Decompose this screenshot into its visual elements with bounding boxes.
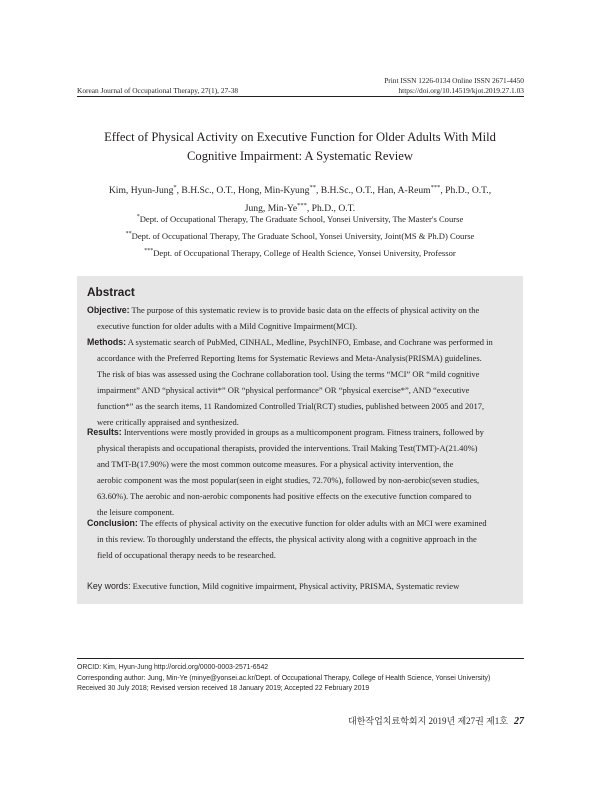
results-text-4: aerobic component was the most popular(seen in eight studies, 72.70%), followed by non-aerobic(seven studies, [97,475,480,486]
author-degree: , B.H.Sc., O.T., [315,185,378,197]
abstract-results [87,424,515,521]
abstract-objective [87,302,515,334]
authors-line-1 [60,180,540,198]
methods-text-4: impairment” AND “physical activit*” OR “physical performance” OR “physical exercise*”, AND “executive [97,385,470,396]
results-text-5: 63.60%). The aerobic and non-aerobic components had positive effects on the executive function compared to [97,491,472,502]
methods-text-5: function*” as the search items, 11 Randomized Controlled Trial(RCT) studies, published between 2005 and 2017, [97,401,485,412]
author-mark: ** [309,184,316,191]
keywords-label: Key words: [87,581,131,591]
footnote-divider [77,658,524,659]
title-line-1: Effect of Physical Activity on Executive Function for Older Adults With Mild [104,130,496,144]
methods-text-1: A systematic search of PubMed, CINHAL, Medline, PsychINFO, Embase, and Cochrane was performed in [126,337,493,347]
conclusion-label: Conclusion: [87,518,138,528]
page-number: 27 [514,716,524,727]
header-issn-doi [384,76,524,96]
author-name: Han, A-Reum [377,185,431,197]
author-degree: , Ph.D., O.T., [440,185,492,197]
orcid-note: ORCID: Kim, Hyun-Jung http://orcid.org/0000-0003-2571-6542 [77,664,269,671]
page-footer [348,714,524,727]
affiliation-1 [60,211,540,225]
abstract-box [77,276,523,604]
abstract-heading: Abstract [87,285,135,299]
affiliation-text: Dept. of Occupational Therapy, The Graduate School, Yonsei University, Joint(MS & Ph.D) Course [131,230,475,241]
journal-korean-name: 대한작업치료학회지 2019년 제27권 제1호 [348,716,508,726]
conclusion-text-3: field of occupational therapy needs to be researched. [97,550,276,561]
results-text-3: and TMT-B(17.90%) were the most common outcome measures. For a physical activity intervention, the [97,459,454,470]
issn-text: Print ISSN 1226-0134 Online ISSN 2671-4450 [384,76,524,85]
header-divider [77,96,524,97]
author-mark: *** [430,184,441,191]
journal-citation: Korean Journal of Occupational Therapy, 27(1), 27-38 [77,86,239,95]
author-mark: * [173,184,177,191]
results-text-6: the leisure component. [97,507,175,518]
author-name: Hong, Min-Kyung [238,185,310,197]
author-degree: , Ph.D., O.T. [306,203,356,215]
affiliation-mark: * [136,214,140,220]
affiliation-text: Dept. of Occupational Therapy, College of Health Science, Yonsei University, Professor [153,247,456,258]
methods-text-6: were critically appraised and synthesized. [97,417,239,428]
methods-label: Methods: [87,337,127,347]
affiliation-3 [60,245,540,259]
results-text-2: physical therapists and occupational therapists, provided the interventions. Trail Making Test(TMT)-A(21.40%) [97,443,478,454]
conclusion-text-2: in this review. To thoroughly understand the effects, the physical activity along with a cognitive approach in the [97,534,477,545]
abstract-methods [87,334,515,431]
affiliation-2 [60,228,540,242]
objective-text-2: executive function for older adults with a Mild Cognitive Impairment(MCI). [97,321,358,332]
results-text-1: Interventions were mostly provided in groups as a multicomponent program. Fitness trainers, followed by [121,427,484,437]
methods-text-3: The risk of bias was assessed using the Cochrane collaboration tool. Using the terms “MCI” OR “mild cognitive [97,369,480,380]
affiliation-mark: *** [144,248,154,254]
objective-label: Objective: [87,305,130,315]
affiliation-mark: ** [125,231,132,237]
author-name: Jung, Min-Ye [244,203,298,215]
keywords-text: Executive function, Mild cognitive impairment, Physical activity, PRISMA, Systematic review [130,581,460,591]
doi-link[interactable]: https://doi.org/10.14519/kjot.2019.27.1.03 [398,86,524,95]
abstract-conclusion [87,515,515,563]
footnotes [77,663,490,695]
author-degree: , B.H.Sc., O.T., [176,185,239,197]
abstract-keywords [87,581,515,591]
paper-title [60,128,540,166]
results-label: Results: [87,427,122,437]
title-line-2: Cognitive Impairment: A Systematic Review [187,149,413,163]
author-name: Kim, Hyun-Jung [108,185,174,197]
received-dates-note: Received 30 July 2018; Revised version received 18 January 2019; Accepted 22 February 2019 [77,685,370,693]
conclusion-text-1: The effects of physical activity on the executive function for older adults with an MCI were examined [137,518,487,528]
objective-text-1: The purpose of this systematic review is to provide basic data on the effects of physical activity on the [129,305,480,315]
affiliation-text: Dept. of Occupational Therapy, The Graduate School, Yonsei University, The Master's Course [139,213,464,224]
corresponding-author-note: Corresponding author: Jung, Min-Ye (minye@yonsei.ac.kr/Dept. of Occupational Therapy, College of Health Science, Yonsei University) [77,674,491,682]
author-mark: *** [297,202,307,210]
methods-text-2: accordance with the Preferred Reporting Items for Systematic Reviews and Meta-Analysis(PRISMA) guidelines. [97,353,482,364]
